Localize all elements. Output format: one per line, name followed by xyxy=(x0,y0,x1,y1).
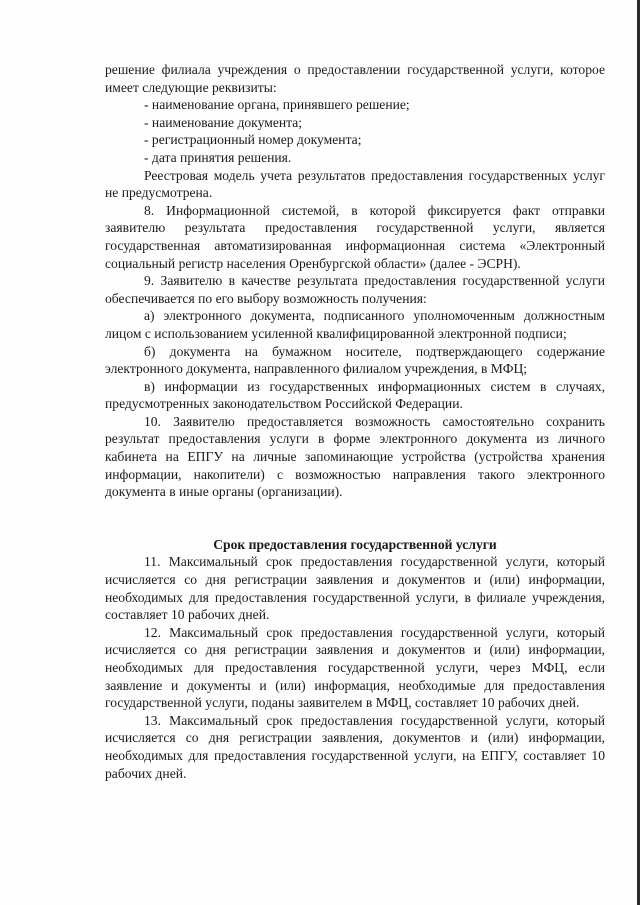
list-item-registration-number: - регистрационный номер документа; xyxy=(144,132,362,148)
section-heading: Срок предоставления государственной услуги xyxy=(213,536,497,552)
paragraph-9-result-options: 9. Заявителю в качестве результата предоставления государственной услуги обеспечивается по его выбору возможность получения: xyxy=(105,273,605,306)
paragraph-13-term-epgu: 13. Максимальный срок предоставления государственной услуги, который исчисляется со дня регистрации заявления, документов и (или) информации, необходимых для предоставления государственной услуги, на ЕПГУ, составляет 10 рабочих дней. xyxy=(105,712,605,781)
list-item-document-name: - наименование документа; xyxy=(144,114,303,130)
paragraph-9c-information: в) информации из государственных информационных систем в случаях, предусмотренных законодательством Российской Федерации. xyxy=(105,378,605,412)
paragraph-8-information-system: 8. Информационной системой, в которой фиксируется факт отправки заявителю результата предоставления государственной услуги, является государственная автоматизированная информационная система «Электронный социальный регистр населения Оренбургской области» (далее - ЭСРН). xyxy=(105,202,605,271)
list-item-decision-date: - дата принятия решения. xyxy=(144,149,292,165)
paragraph-10-save-result: 10. Заявителю предоставляется возможность самостоятельно сохранить результат предоставления услуги в форме электронного документа из личного кабинета на ЕПГУ на личные запоминающие устройства (устройства хранения информации, накопители) с возможностью направления такого электронного документа в иные органы (организации). xyxy=(105,413,605,500)
paragraph-12-term-mfc: 12. Максимальный срок предоставления государственной услуги, который исчисляется со дня регистрации заявления и документов и (или) информации, необходимых для предоставления государственной услуги, через МФЦ, если заявление и документы и (или) информация, необходимые для предоставления государственной услуги, поданы заявителем в МФЦ, составляет 10 рабочих дней. xyxy=(105,624,605,711)
paragraph-registry-model: Реестровая модель учета результатов предоставления государственных услуг не предусмотрена. xyxy=(105,167,605,201)
paragraph-11-term-branch: 11. Максимальный срок предоставления государственной услуги, который исчисляется со дня регистрации заявления и документов и (или) информации, необходимых для предоставления государственной услуги, в филиале учреждения, составляет 10 рабочих дней. xyxy=(105,554,605,623)
paragraph-9b-paper-document: б) документа на бумажном носителе, подтверждающего содержание электронного документа, направленного филиалом учреждения, в МФЦ; xyxy=(105,343,605,377)
paragraph-decision-details: решение филиала учреждения о предоставлении государственной услуги, которое имеет следующие реквизиты: xyxy=(105,62,605,95)
document-body xyxy=(105,61,605,782)
list-item-authority-name: - наименование органа, принявшего решение; xyxy=(144,97,410,113)
paragraph-9a-electronic-document: а) электронного документа, подписанного уполномоченным должностным лицом с использованием усиленной квалифицированной электронной подписи; xyxy=(105,308,605,341)
